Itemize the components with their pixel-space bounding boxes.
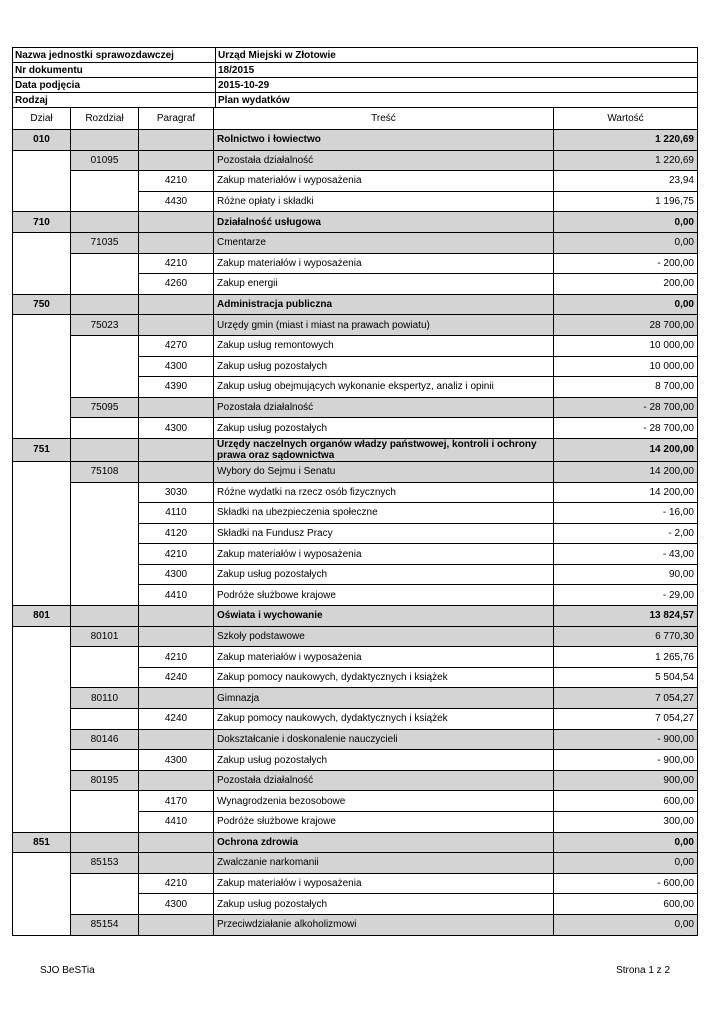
row-description: Zakup usług pozostałych (214, 418, 554, 439)
rozdzial-empty (71, 606, 139, 627)
rozdzial-empty (71, 667, 139, 688)
table-row (13, 626, 698, 647)
dzial-empty (13, 482, 71, 503)
table-row (13, 130, 698, 151)
table-row (13, 461, 698, 482)
dzial-empty (13, 873, 71, 894)
rozdzial-empty (71, 812, 139, 833)
dzial-empty (13, 418, 71, 439)
table-row (13, 418, 698, 439)
dzial-empty (13, 647, 71, 668)
table-row (13, 438, 698, 461)
dzial-empty (13, 812, 71, 833)
dzial-code: 010 (13, 130, 71, 151)
row-value: 14 200,00 (554, 438, 698, 461)
row-description: Gimnazja (214, 688, 554, 709)
paragraf-code: 4270 (139, 335, 214, 356)
row-value: - 900,00 (554, 729, 698, 750)
col-wartosc: Wartość (554, 108, 698, 130)
dzial-empty (13, 853, 71, 874)
paragraf-code: 4120 (139, 523, 214, 544)
row-description: Zakup pomocy naukowych, dydaktycznych i książek (214, 667, 554, 688)
table-row (13, 232, 698, 253)
row-value: 14 200,00 (554, 482, 698, 503)
footer-system-name: SJO BeSTia (40, 965, 95, 976)
dzial-empty (13, 335, 71, 356)
rozdzial-empty (71, 294, 139, 315)
row-description: Składki na ubezpieczenia społeczne (214, 503, 554, 524)
paragraf-code: 4170 (139, 791, 214, 812)
header-value: 2015-10-29 (216, 78, 698, 93)
paragraf-code: 4430 (139, 191, 214, 212)
table-row (13, 750, 698, 771)
rozdzial-empty (71, 523, 139, 544)
dzial-empty (13, 894, 71, 915)
header-label: Nazwa jednostki sprawozdawczej (13, 48, 216, 63)
rozdzial-code: 85154 (71, 914, 139, 935)
dzial-empty (13, 356, 71, 377)
paragraf-code: 4300 (139, 418, 214, 439)
table-row (13, 894, 698, 915)
paragraf-code: 4300 (139, 564, 214, 585)
rozdzial-empty (71, 544, 139, 565)
dzial-empty (13, 191, 71, 212)
row-description: Przeciwdziałanie alkoholizmowi (214, 914, 554, 935)
table-row (13, 564, 698, 585)
header-value: Urząd Miejski w Złotowie (216, 48, 698, 63)
rozdzial-empty (71, 503, 139, 524)
row-description: Zakup materiałów i wyposażenia (214, 253, 554, 274)
rozdzial-code: 85153 (71, 853, 139, 874)
rozdzial-empty (71, 356, 139, 377)
rozdzial-empty (71, 647, 139, 668)
document-header-table (12, 47, 698, 108)
row-description: Zakup usług remontowych (214, 335, 554, 356)
row-description: Urzędy naczelnych organów władzy państwowej, kontroli i ochrony prawa oraz sądownictwa (214, 438, 554, 461)
paragraf-code: 4210 (139, 647, 214, 668)
paragraf-empty (139, 832, 214, 853)
dzial-empty (13, 688, 71, 709)
row-description: Zakup energii (214, 274, 554, 295)
rozdzial-empty (71, 212, 139, 233)
dzial-empty (13, 315, 71, 336)
row-value: 90,00 (554, 564, 698, 585)
dzial-empty (13, 770, 71, 791)
row-value: 8 700,00 (554, 377, 698, 398)
row-value: 0,00 (554, 232, 698, 253)
row-description: Pozostała działalność (214, 770, 554, 791)
paragraf-code: 4240 (139, 667, 214, 688)
paragraf-code: 4410 (139, 812, 214, 833)
dzial-empty (13, 667, 71, 688)
row-description: Różne wydatki na rzecz osób fizycznych (214, 482, 554, 503)
table-row (13, 212, 698, 233)
table-row (13, 585, 698, 606)
paragraf-empty (139, 397, 214, 418)
table-row (13, 503, 698, 524)
row-value: 14 200,00 (554, 461, 698, 482)
row-description: Podróże służbowe krajowe (214, 812, 554, 833)
rozdzial-code: 80195 (71, 770, 139, 791)
dzial-empty (13, 232, 71, 253)
row-value: 10 000,00 (554, 356, 698, 377)
dzial-empty (13, 791, 71, 812)
budget-table (12, 107, 698, 936)
header-row (13, 78, 698, 93)
row-description: Wynagrodzenia bezosobowe (214, 791, 554, 812)
table-row (13, 397, 698, 418)
rozdzial-code: 80110 (71, 688, 139, 709)
dzial-empty (13, 750, 71, 771)
row-value: 600,00 (554, 894, 698, 915)
rozdzial-code: 75023 (71, 315, 139, 336)
col-dzial: Dział (13, 108, 71, 130)
col-paragraf: Paragraf (139, 108, 214, 130)
rozdzial-empty (71, 253, 139, 274)
row-value: 0,00 (554, 294, 698, 315)
paragraf-empty (139, 130, 214, 151)
footer-page-number: Strona 1 z 2 (616, 965, 670, 976)
dzial-empty (13, 171, 71, 192)
paragraf-code: 4300 (139, 894, 214, 915)
rozdzial-empty (71, 130, 139, 151)
table-row (13, 709, 698, 730)
paragraf-empty (139, 626, 214, 647)
table-row (13, 832, 698, 853)
row-value: 0,00 (554, 914, 698, 935)
row-value: 1 265,76 (554, 647, 698, 668)
row-description: Rolnictwo i łowiectwo (214, 130, 554, 151)
dzial-code: 710 (13, 212, 71, 233)
rozdzial-empty (71, 335, 139, 356)
table-row (13, 171, 698, 192)
header-row (13, 93, 698, 108)
dzial-code: 801 (13, 606, 71, 627)
paragraf-code: 3030 (139, 482, 214, 503)
dzial-empty (13, 377, 71, 398)
row-description: Różne opłaty i składki (214, 191, 554, 212)
table-row (13, 667, 698, 688)
paragraf-empty (139, 232, 214, 253)
dzial-empty (13, 150, 71, 171)
row-description: Oświata i wychowanie (214, 606, 554, 627)
paragraf-empty (139, 729, 214, 750)
dzial-empty (13, 397, 71, 418)
row-value: 0,00 (554, 853, 698, 874)
row-description: Działalność usługowa (214, 212, 554, 233)
row-value: 600,00 (554, 791, 698, 812)
paragraf-code: 4210 (139, 253, 214, 274)
dzial-empty (13, 564, 71, 585)
paragraf-empty (139, 853, 214, 874)
row-description: Zakup materiałów i wyposażenia (214, 647, 554, 668)
table-row (13, 791, 698, 812)
row-value: 200,00 (554, 274, 698, 295)
paragraf-code: 4210 (139, 544, 214, 565)
row-value: 7 054,27 (554, 709, 698, 730)
row-value: 0,00 (554, 212, 698, 233)
row-value: 23,94 (554, 171, 698, 192)
row-value: 900,00 (554, 770, 698, 791)
row-value: 0,00 (554, 832, 698, 853)
dzial-empty (13, 544, 71, 565)
row-value: 5 504,54 (554, 667, 698, 688)
dzial-empty (13, 585, 71, 606)
paragraf-empty (139, 212, 214, 233)
row-description: Zakup usług pozostałych (214, 894, 554, 915)
dzial-empty (13, 461, 71, 482)
table-row (13, 150, 698, 171)
table-row (13, 523, 698, 544)
row-description: Szkoły podstawowe (214, 626, 554, 647)
rozdzial-empty (71, 274, 139, 295)
col-tresc: Treść (214, 108, 554, 130)
table-row (13, 688, 698, 709)
row-value: - 16,00 (554, 503, 698, 524)
row-description: Urzędy gmin (miast i miast na prawach powiatu) (214, 315, 554, 336)
table-row (13, 274, 698, 295)
row-value: 300,00 (554, 812, 698, 833)
row-description: Zakup materiałów i wyposażenia (214, 544, 554, 565)
paragraf-empty (139, 150, 214, 171)
rozdzial-empty (71, 171, 139, 192)
rozdzial-code: 01095 (71, 150, 139, 171)
table-row (13, 812, 698, 833)
row-description: Wybory do Sejmu i Senatu (214, 461, 554, 482)
rozdzial-code: 75108 (71, 461, 139, 482)
paragraf-empty (139, 688, 214, 709)
row-value: 1 196,75 (554, 191, 698, 212)
rozdzial-code: 80101 (71, 626, 139, 647)
table-row (13, 482, 698, 503)
header-label: Data podjęcia (13, 78, 216, 93)
dzial-empty (13, 523, 71, 544)
table-row (13, 377, 698, 398)
paragraf-code: 4390 (139, 377, 214, 398)
row-value: - 29,00 (554, 585, 698, 606)
row-value: 28 700,00 (554, 315, 698, 336)
paragraf-code: 4260 (139, 274, 214, 295)
table-row (13, 253, 698, 274)
rozdzial-empty (71, 750, 139, 771)
table-row (13, 606, 698, 627)
rozdzial-code: 80146 (71, 729, 139, 750)
dzial-empty (13, 914, 71, 935)
row-value: - 2,00 (554, 523, 698, 544)
row-value: 1 220,69 (554, 150, 698, 171)
paragraf-code: 4210 (139, 873, 214, 894)
row-value: - 43,00 (554, 544, 698, 565)
paragraf-code: 4300 (139, 356, 214, 377)
row-description: Zakup usług obejmujących wykonanie ekspertyz, analiz i opinii (214, 377, 554, 398)
row-value: - 200,00 (554, 253, 698, 274)
table-row (13, 770, 698, 791)
row-description: Podróże służbowe krajowe (214, 585, 554, 606)
dzial-empty (13, 709, 71, 730)
table-row (13, 914, 698, 935)
table-row (13, 191, 698, 212)
dzial-code: 750 (13, 294, 71, 315)
table-row (13, 729, 698, 750)
rozdzial-empty (71, 709, 139, 730)
paragraf-empty (139, 914, 214, 935)
paragraf-empty (139, 606, 214, 627)
row-description: Ochrona zdrowia (214, 832, 554, 853)
table-row (13, 315, 698, 336)
dzial-empty (13, 274, 71, 295)
row-value: - 900,00 (554, 750, 698, 771)
row-description: Pozostała działalność (214, 150, 554, 171)
row-description: Zakup usług pozostałych (214, 564, 554, 585)
paragraf-empty (139, 461, 214, 482)
dzial-code: 851 (13, 832, 71, 853)
row-value: 1 220,69 (554, 130, 698, 151)
row-description: Zakup materiałów i wyposażenia (214, 873, 554, 894)
rozdzial-empty (71, 791, 139, 812)
rozdzial-code: 75095 (71, 397, 139, 418)
row-value: 7 054,27 (554, 688, 698, 709)
rozdzial-empty (71, 418, 139, 439)
paragraf-code: 4110 (139, 503, 214, 524)
dzial-code: 751 (13, 438, 71, 461)
paragraf-code: 4410 (139, 585, 214, 606)
header-row (13, 48, 698, 63)
paragraf-empty (139, 294, 214, 315)
row-description: Cmentarze (214, 232, 554, 253)
table-row (13, 294, 698, 315)
rozdzial-empty (71, 832, 139, 853)
row-value: 10 000,00 (554, 335, 698, 356)
table-row (13, 544, 698, 565)
row-description: Zwalczanie narkomanii (214, 853, 554, 874)
header-row (13, 63, 698, 78)
row-description: Zakup pomocy naukowych, dydaktycznych i książek (214, 709, 554, 730)
rozdzial-empty (71, 564, 139, 585)
rozdzial-empty (71, 438, 139, 461)
header-label: Rodzaj (13, 93, 216, 108)
rozdzial-empty (71, 482, 139, 503)
rozdzial-empty (71, 585, 139, 606)
table-row (13, 356, 698, 377)
rozdzial-empty (71, 377, 139, 398)
table-row (13, 853, 698, 874)
row-description: Zakup usług pozostałych (214, 356, 554, 377)
row-value: 6 770,30 (554, 626, 698, 647)
dzial-empty (13, 626, 71, 647)
header-value: 18/2015 (216, 63, 698, 78)
row-description: Zakup usług pozostałych (214, 750, 554, 771)
row-value: 13 824,57 (554, 606, 698, 627)
table-row (13, 647, 698, 668)
paragraf-empty (139, 315, 214, 336)
table-row (13, 335, 698, 356)
rozdzial-empty (71, 191, 139, 212)
col-rozdzial: Rozdział (71, 108, 139, 130)
paragraf-empty (139, 770, 214, 791)
row-value: - 600,00 (554, 873, 698, 894)
paragraf-empty (139, 438, 214, 461)
paragraf-code: 4210 (139, 171, 214, 192)
paragraf-code: 4240 (139, 709, 214, 730)
table-row (13, 873, 698, 894)
row-description: Zakup materiałów i wyposażenia (214, 171, 554, 192)
row-value: - 28 700,00 (554, 397, 698, 418)
row-description: Administracja publiczna (214, 294, 554, 315)
rozdzial-empty (71, 873, 139, 894)
row-description: Pozostała działalność (214, 397, 554, 418)
rozdzial-code: 71035 (71, 232, 139, 253)
dzial-empty (13, 729, 71, 750)
header-label: Nr dokumentu (13, 63, 216, 78)
dzial-empty (13, 503, 71, 524)
row-value: - 28 700,00 (554, 418, 698, 439)
header-value: Plan wydatków (216, 93, 698, 108)
dzial-empty (13, 253, 71, 274)
rozdzial-empty (71, 894, 139, 915)
column-header-row (13, 108, 698, 130)
row-description: Składki na Fundusz Pracy (214, 523, 554, 544)
paragraf-code: 4300 (139, 750, 214, 771)
row-description: Dokształcanie i doskonalenie nauczycieli (214, 729, 554, 750)
